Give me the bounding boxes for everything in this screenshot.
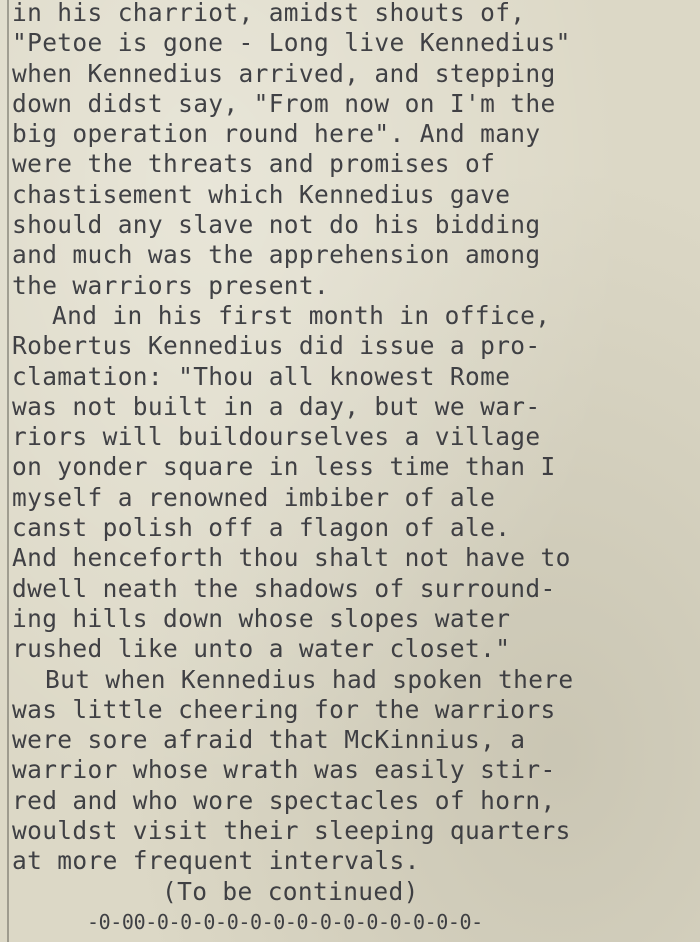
text-line: dwell neath the shadows of surround- (12, 573, 556, 603)
text-line: and much was the apprehension among (12, 240, 541, 270)
text-line: wouldst visit their sleeping quarters (12, 816, 571, 846)
text-line: rushed like unto a water closet." (12, 634, 511, 664)
text-line: clamation: "Thou all knowest Rome (12, 361, 511, 391)
paragraph-start-line: But when Kennedius had spoken there (45, 664, 574, 694)
decorative-separator: -0-00-0-0-0-0-0-0-0-0-0-0-0-0-0-0- (87, 909, 483, 934)
text-line: red and who wore spectacles of horn, (12, 785, 556, 815)
text-line: the warriors present. (12, 270, 330, 300)
text-line: chastisement which Kennedius gave (12, 179, 511, 209)
text-line: in his charriot, amidst shouts of, (12, 0, 526, 27)
text-line: was not built in a day, but we war- (12, 391, 541, 421)
text-line: "Petoe is gone - Long live Kennedius" (12, 28, 571, 58)
text-line: at more frequent intervals. (12, 846, 420, 876)
text-line: was little cheering for the warriors (12, 694, 556, 724)
text-line: And henceforth thou shalt not have to (12, 543, 571, 573)
text-line: riors will buildourselves a village (12, 422, 541, 452)
to-be-continued-line: (To be continued) (162, 876, 419, 906)
text-line: warrior whose wrath was easily stir- (12, 755, 556, 785)
text-line: on yonder square in less time than I (12, 452, 556, 482)
text-line: were sore afraid that McKinnius, a (12, 725, 526, 755)
margin-rule (7, 0, 9, 942)
text-line: big operation round here". And many (12, 119, 541, 149)
text-line: myself a renowned imbiber of ale (12, 482, 496, 512)
text-line: when Kennedius arrived, and stepping (12, 58, 556, 88)
text-line: were the threats and promises of (12, 149, 496, 179)
text-line: should any slave not do his bidding (12, 210, 541, 240)
typewritten-text (12, 0, 696, 937)
text-line: down didst say, "From now on I'm the (12, 88, 556, 118)
paragraph-start-line: And in his first month in office, (52, 300, 551, 330)
text-line: Robertus Kennedius did issue a pro- (12, 331, 541, 361)
text-line: ing hills down whose slopes water (12, 603, 511, 633)
text-line: canst polish off a flagon of ale. (12, 513, 511, 543)
